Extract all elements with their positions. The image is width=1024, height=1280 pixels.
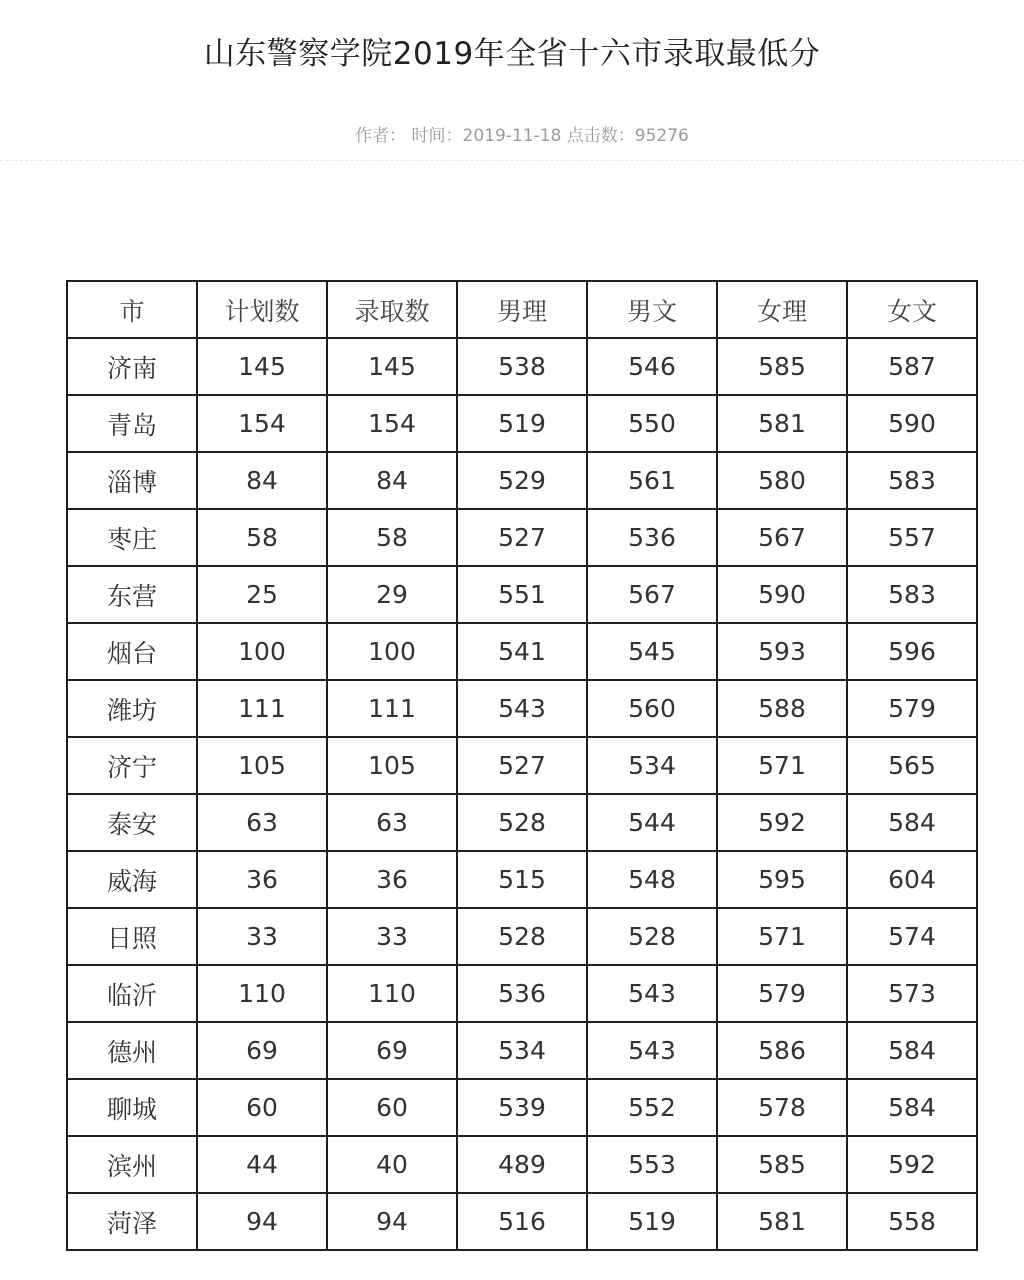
table-cell-female-arts: 583 (847, 566, 977, 623)
table-row (67, 908, 977, 965)
table-cell-male-arts: 545 (587, 623, 717, 680)
table-row (67, 566, 977, 623)
table-cell-plan-count: 110 (197, 965, 327, 1022)
table-cell-city: 东营 (67, 566, 197, 623)
column-header-admitted-count: 录取数 (327, 281, 457, 338)
table-cell-plan-count: 25 (197, 566, 327, 623)
table-cell-female-arts: 596 (847, 623, 977, 680)
views-label: 点击数： (566, 126, 635, 146)
table-cell-admitted-count: 84 (327, 452, 457, 509)
table-cell-female-science: 595 (717, 851, 847, 908)
table-cell-female-science: 571 (717, 908, 847, 965)
table-cell-city: 济南 (67, 338, 197, 395)
table-cell-admitted-count: 40 (327, 1136, 457, 1193)
table-cell-admitted-count: 33 (327, 908, 457, 965)
table-cell-plan-count: 111 (197, 680, 327, 737)
table-cell-plan-count: 58 (197, 509, 327, 566)
column-header-plan-count: 计划数 (197, 281, 327, 338)
table-cell-city: 德州 (67, 1022, 197, 1079)
table-cell-city: 淄博 (67, 452, 197, 509)
table-cell-male-arts: 534 (587, 737, 717, 794)
table-cell-female-arts: 587 (847, 338, 977, 395)
table-cell-female-arts: 583 (847, 452, 977, 509)
table-cell-admitted-count: 36 (327, 851, 457, 908)
table-cell-male-arts: 519 (587, 1193, 717, 1250)
table-row (67, 1022, 977, 1079)
table-cell-city: 菏泽 (67, 1193, 197, 1250)
table-cell-male-arts: 550 (587, 395, 717, 452)
table-cell-plan-count: 33 (197, 908, 327, 965)
table-cell-female-science: 586 (717, 1022, 847, 1079)
table-cell-male-arts: 560 (587, 680, 717, 737)
column-header-female-arts: 女文 (847, 281, 977, 338)
table-cell-male-arts: 553 (587, 1136, 717, 1193)
table-row (67, 965, 977, 1022)
table-cell-city: 泰安 (67, 794, 197, 851)
table-header-row (67, 281, 977, 338)
header-divider (0, 160, 1024, 161)
table-cell-city: 济宁 (67, 737, 197, 794)
table-cell-admitted-count: 69 (327, 1022, 457, 1079)
table-cell-male-science: 541 (457, 623, 587, 680)
table-row (67, 623, 977, 680)
table-cell-female-arts: 579 (847, 680, 977, 737)
table-cell-female-science: 578 (717, 1079, 847, 1136)
table-cell-plan-count: 145 (197, 338, 327, 395)
table-row (67, 509, 977, 566)
table-cell-female-science: 567 (717, 509, 847, 566)
table-cell-male-arts: 543 (587, 1022, 717, 1079)
table-cell-city: 潍坊 (67, 680, 197, 737)
author-label: 作者： (355, 126, 407, 146)
table-cell-female-arts: 565 (847, 737, 977, 794)
table-cell-plan-count: 36 (197, 851, 327, 908)
column-header-male-science: 男理 (457, 281, 587, 338)
table-row (67, 737, 977, 794)
table-cell-admitted-count: 94 (327, 1193, 457, 1250)
table-cell-female-arts: 584 (847, 1022, 977, 1079)
table-cell-city: 临沂 (67, 965, 197, 1022)
table-cell-admitted-count: 110 (327, 965, 457, 1022)
table-row (67, 1193, 977, 1250)
table-cell-female-arts: 590 (847, 395, 977, 452)
table-cell-plan-count: 105 (197, 737, 327, 794)
article-meta (0, 121, 1024, 146)
table-cell-male-arts: 561 (587, 452, 717, 509)
table-cell-plan-count: 100 (197, 623, 327, 680)
table-row (67, 1079, 977, 1136)
table-cell-female-arts: 584 (847, 1079, 977, 1136)
table-cell-admitted-count: 58 (327, 509, 457, 566)
table-cell-plan-count: 44 (197, 1136, 327, 1193)
table-cell-admitted-count: 145 (327, 338, 457, 395)
table-cell-city: 日照 (67, 908, 197, 965)
table-cell-city: 枣庄 (67, 509, 197, 566)
admission-score-table (66, 280, 978, 1251)
table-cell-female-arts: 604 (847, 851, 977, 908)
table-cell-female-science: 585 (717, 1136, 847, 1193)
table-cell-admitted-count: 111 (327, 680, 457, 737)
table-cell-male-science: 515 (457, 851, 587, 908)
table-cell-male-arts: 567 (587, 566, 717, 623)
page-title: 山东警察学院2019年全省十六市录取最低分 (203, 36, 821, 72)
table-cell-plan-count: 63 (197, 794, 327, 851)
table-cell-admitted-count: 60 (327, 1079, 457, 1136)
table-cell-male-science: 519 (457, 395, 587, 452)
table-cell-female-science: 585 (717, 338, 847, 395)
column-header-male-arts: 男文 (587, 281, 717, 338)
table-cell-female-arts: 584 (847, 794, 977, 851)
table-row (67, 452, 977, 509)
table-row (67, 794, 977, 851)
table-cell-city: 青岛 (67, 395, 197, 452)
time-label: 时间： (411, 126, 463, 146)
table-cell-male-science: 543 (457, 680, 587, 737)
table-cell-plan-count: 69 (197, 1022, 327, 1079)
table-cell-female-science: 579 (717, 965, 847, 1022)
table-cell-plan-count: 154 (197, 395, 327, 452)
table-cell-female-arts: 573 (847, 965, 977, 1022)
column-header-city: 市 (67, 281, 197, 338)
table-cell-plan-count: 94 (197, 1193, 327, 1250)
table-cell-female-science: 580 (717, 452, 847, 509)
table-cell-male-arts: 552 (587, 1079, 717, 1136)
table-cell-male-arts: 544 (587, 794, 717, 851)
table-row (67, 338, 977, 395)
table-cell-male-science: 527 (457, 509, 587, 566)
table-cell-female-arts: 592 (847, 1136, 977, 1193)
table-row (67, 1136, 977, 1193)
table-body (67, 338, 977, 1250)
table-cell-female-arts: 557 (847, 509, 977, 566)
table-cell-male-science: 529 (457, 452, 587, 509)
table-cell-male-arts: 546 (587, 338, 717, 395)
views-count: 95276 (634, 126, 689, 146)
table-cell-female-arts: 558 (847, 1193, 977, 1250)
table-cell-female-arts: 574 (847, 908, 977, 965)
table-cell-city: 滨州 (67, 1136, 197, 1193)
table-row (67, 851, 977, 908)
table-cell-male-science: 527 (457, 737, 587, 794)
table-cell-female-science: 581 (717, 1193, 847, 1250)
table-cell-male-arts: 528 (587, 908, 717, 965)
table-cell-male-science: 528 (457, 908, 587, 965)
table-cell-city: 烟台 (67, 623, 197, 680)
publish-date: 2019-11-18 (462, 126, 562, 146)
table-cell-city: 威海 (67, 851, 197, 908)
table-cell-male-science: 489 (457, 1136, 587, 1193)
table-cell-city: 聊城 (67, 1079, 197, 1136)
table-cell-male-science: 536 (457, 965, 587, 1022)
table-cell-admitted-count: 100 (327, 623, 457, 680)
table-cell-male-science: 539 (457, 1079, 587, 1136)
table-cell-female-science: 588 (717, 680, 847, 737)
table-cell-male-arts: 543 (587, 965, 717, 1022)
column-header-female-science: 女理 (717, 281, 847, 338)
table-cell-male-science: 528 (457, 794, 587, 851)
table-cell-plan-count: 60 (197, 1079, 327, 1136)
table-cell-male-arts: 548 (587, 851, 717, 908)
table-cell-admitted-count: 154 (327, 395, 457, 452)
table-cell-female-science: 571 (717, 737, 847, 794)
table-cell-admitted-count: 63 (327, 794, 457, 851)
table-cell-female-science: 592 (717, 794, 847, 851)
table-cell-admitted-count: 29 (327, 566, 457, 623)
table-cell-plan-count: 84 (197, 452, 327, 509)
table-cell-male-science: 534 (457, 1022, 587, 1079)
table-cell-male-arts: 536 (587, 509, 717, 566)
table-row (67, 680, 977, 737)
table-cell-female-science: 590 (717, 566, 847, 623)
table-cell-admitted-count: 105 (327, 737, 457, 794)
table-cell-male-science: 538 (457, 338, 587, 395)
table-cell-female-science: 581 (717, 395, 847, 452)
table-cell-male-science: 551 (457, 566, 587, 623)
table-row (67, 395, 977, 452)
table-cell-female-science: 593 (717, 623, 847, 680)
table-cell-male-science: 516 (457, 1193, 587, 1250)
